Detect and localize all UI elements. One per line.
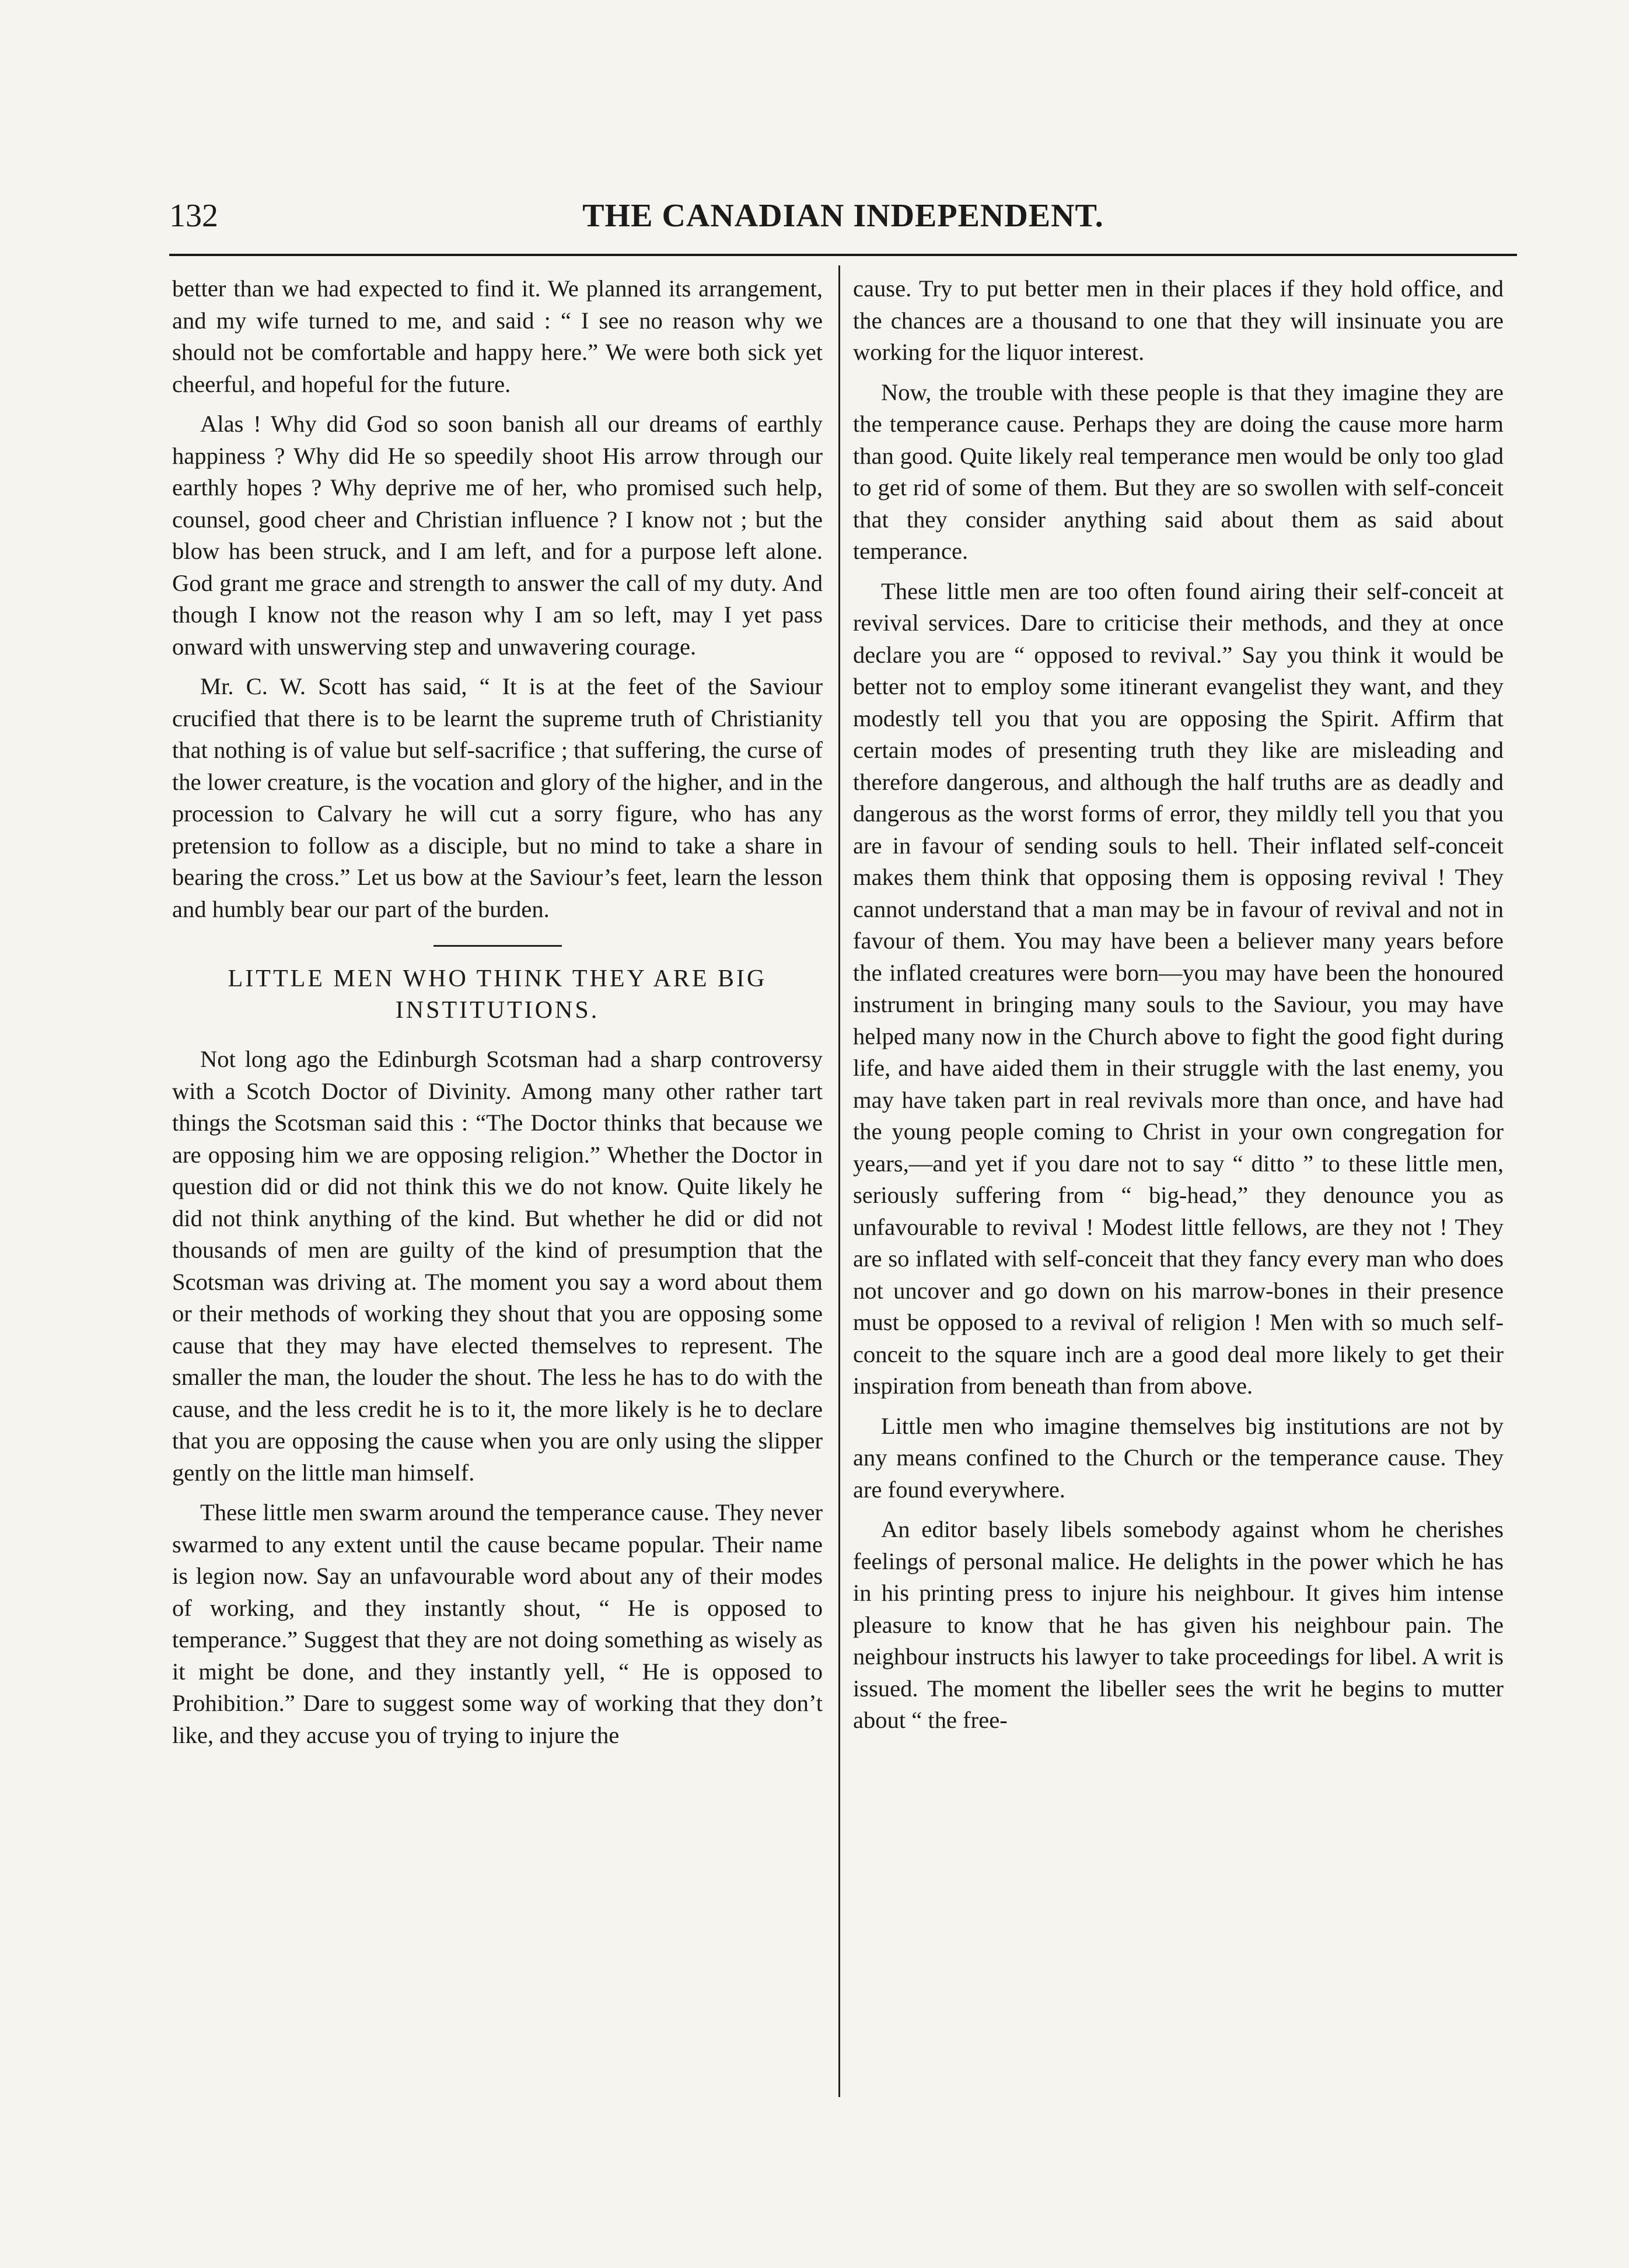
section-heading: LITTLE MEN WHO THINK THEY ARE BIG INSTITUTIONS. bbox=[228, 965, 767, 1024]
page-header bbox=[169, 192, 1517, 239]
page-number: 132 bbox=[169, 198, 218, 234]
paragraph: Little men who imagine themselves big institutions are not by any means confined to the Church or the temperance cause. They are found everywhere. bbox=[853, 1412, 1504, 1503]
paragraph: cause. Try to put better men in their places if they hold office, and the chances are a thousand to one that they will insinuate you are working for the liquor interest. bbox=[853, 275, 1504, 365]
paragraph: Alas ! Why did God so soon banish all our dreams of earthly happiness ? Why did He so speedily shoot His arrow through our earthly hopes ? Why deprive me of her, who promised such help, counsel, good cheer and Christian influence ? I know not ; but the blow has been struck, and I am left, and for a purpose left alone. God grant me grace and strength to answer the call of my duty. And though I know not the reason why I am so left, may I yet pass onward with unswerving step and unwavering courage. bbox=[172, 411, 823, 660]
paragraph: better than we had expected to find it. We planned its arrangement, and my wife turned to me, and said : “ I see no reason why we should not be comfortable and happy here.” We were both sick yet cheerful, and hopeful for the future. bbox=[172, 275, 823, 397]
paragraph: Not long ago the Edinburgh Scotsman had a sharp controversy with a Scotch Doctor of Divinity. Among many other rather tart things the Scotsman said this : “The Doctor thinks that because we are opposing him we are opposing religion.” Whether the Doctor in question did or did not think this we do not know. Quite likely he did not think anything of the kind. But whether he did or did not thousands of men are guilty of the kind of presumption that the Scotsman was driving at. The moment you say a word about them or their methods of working they shout that you are opposing some cause that they may have elected themselves to represent. The smaller the man, the louder the shout. The less he has to do with the cause, and the less credit he is to it, the more likely is he to declare that you are opposing the cause when you are only using the slipper gently on the little man himself. bbox=[172, 1046, 823, 1486]
paragraph: Mr. C. W. Scott has said, “ It is at the feet of the Saviour crucified that there is to be learnt the supreme truth of Christianity that nothing is of value but self-sacrifice ; that suffering, the curse of the lower creature, is the vocation and glory of the higher, and in the procession to Calvary he will cut a sorry figure, who has any pretension to follow as a disciple, but no mind to take a share in bearing the cross.” Let us bow at the Saviour’s feet, learn the lesson and humbly bear our part of the burden. bbox=[172, 673, 823, 922]
paragraph: Now, the trouble with these people is that they imagine they are the temperance cause. Perhaps they are doing the cause more harm than good. Quite likely real temperance men would be only too glad to get rid of some of them. But they are so swollen with self-conceit that they consider anything said about them as said about temperance. bbox=[853, 379, 1504, 564]
right-column bbox=[853, 273, 1504, 2093]
paragraph: An editor basely libels somebody against whom he cherishes feelings of personal malice. He delights in the power which he has in his printing press to injure his neighbour. It gives him intense pleasure to know that he has given his neighbour pain. The neighbour instructs his lawyer to take proceedings for libel. A writ is issued. The moment the libeller sees the writ he begins to mutter about “ the free- bbox=[853, 1516, 1504, 1733]
section-divider bbox=[434, 945, 562, 947]
column-divider bbox=[838, 265, 840, 2097]
paragraph: These little men are too often found airing their self-conceit at revival services. Dare to criticise their methods, and they at once declare you are “ opposed to revival.” Say you think it would be better not to employ some itinerant evangelist they want, and they modestly tell you that you are opposing the Spirit. Affirm that certain modes of presenting truth they like are misleading and therefore dangerous, and although the half truths are as deadly and dangerous as the worst forms of error, they mildly tell you that you are in favour of sending souls to hell. Their inflated self-conceit makes them think that opposing them is opposing revival ! They cannot understand that a man may be in favour of revival and not in favour of them. You may have been a believer many years before the inflated creatures were born—you may have been the honoured instrument in bringing many souls to the Saviour, you may have helped many now in the Church above to fight the good fight during life, and have aided them in their struggle with the last enemy, you may have taken part in real revivals more than once, and have had the young people coming to Christ in your own congregation for years,—and yet if you dare not to say “ ditto ” to these little men, seriously suffering from “ big-head,” they denounce you as unfavourable to revival ! Modest little fellows, are they not ! They are so inflated with self-conceit that they fancy every man who does not uncover and go down on his marrow-bones in their presence must be opposed to a revival of religion ! Men with so much self-conceit to the square inch are a good deal more likely to get their inspiration from beneath than from above. bbox=[853, 578, 1504, 1399]
paragraph: These little men swarm around the temperance cause. They never swarmed to any extent until the cause became popular. Their name is legion now. Say an unfavourable word about any of their modes of working, and they instantly shout, “ He is opposed to temperance.” Suggest that they are not doing something as wisely as it might be done, and they instantly yell, “ He is opposed to Prohibition.” Dare to suggest some way of working that they don’t like, and they accuse you of trying to injure the bbox=[172, 1499, 823, 1748]
running-title: THE CANADIAN INDEPENDENT. bbox=[582, 198, 1104, 234]
header-rule bbox=[169, 254, 1517, 256]
left-column bbox=[172, 273, 823, 2093]
